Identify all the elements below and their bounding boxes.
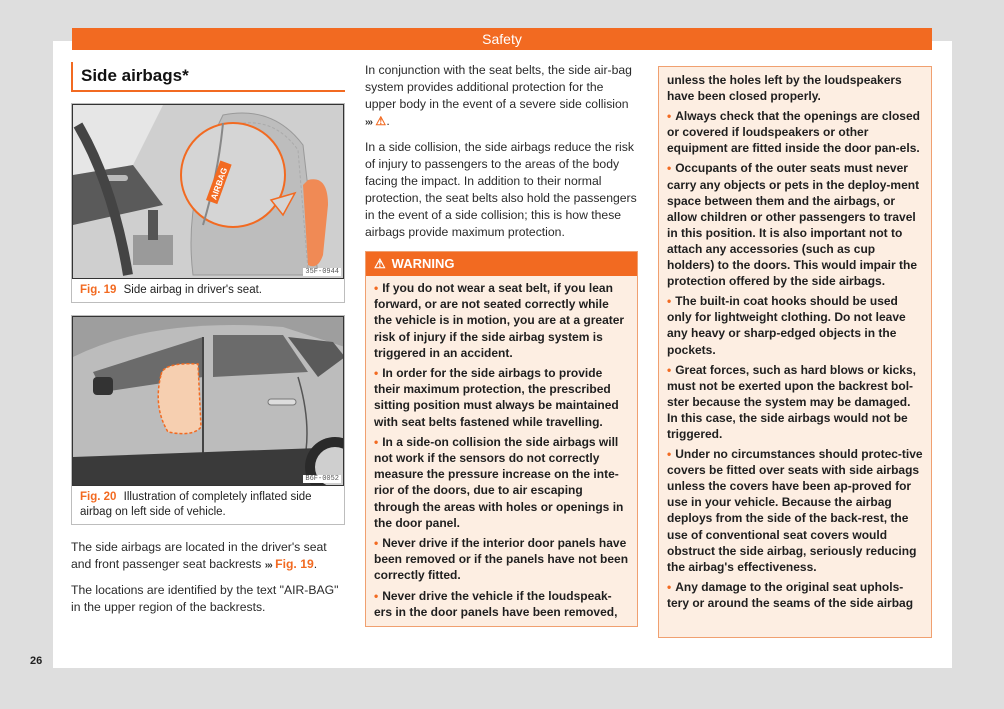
bullet-icon: • [374, 281, 379, 295]
warning-item: • Occupants of the outer seats must never carry any objects or pets in the deploy-ment space between them and the airbags, or allow children or other passengers to travel in this position. It is also important not to attach any accessories (such as cup holders) to the doors. This would impair the protection offered by the side airbags. [667, 161, 920, 289]
image-code: B6F-0052 [305, 475, 339, 483]
warning-header [366, 252, 637, 276]
warning-item: • If you do not wear a seat belt, if you lean forward, or are not seated correctly while the vehicle is in motion, you are at a greater risk of injury if the side airbag system is triggered in an accident. [374, 281, 625, 360]
paragraph: The side airbags are located in the driver's seat and front passenger seat backrests ››› Fig. 19. [71, 540, 327, 571]
bullet-icon: • [374, 366, 379, 381]
caption-text: Illustration of completely inflated side airbag on left side of vehicle. [80, 491, 312, 518]
warning-item: • Always check that the openings are closed or covered if loudspeakers or other equipment are fitted inside the door pan-els. [667, 109, 920, 156]
warning-item: • Never drive the vehicle if the loudspeak-ers in the door panels have been removed, [374, 588, 618, 619]
page-number: 26 [30, 655, 43, 667]
location-text [71, 539, 345, 616]
right-column [658, 66, 932, 638]
warning-item: • Never drive if the interior door panels have been removed or if the panels have not been correctly fitted. [374, 536, 629, 583]
figure-reference-link[interactable]: Fig. 19 [275, 557, 314, 571]
middle-column [365, 62, 638, 627]
seat-airbag-drawing [73, 105, 344, 278]
vehicle-airbag-drawing [73, 317, 344, 485]
warning-item-continued: unless the holes left by the loudspeakers have been closed properly. [667, 73, 902, 104]
figure-number: Fig. 19 [80, 284, 117, 296]
warning-title: WARNING [391, 256, 455, 271]
warning-item: • In order for the side airbags to provide their maximum protection, the prescribed sitting position must always be maintained with seat belts fastened while travelling. [374, 366, 619, 429]
intro-text [365, 62, 638, 241]
warning-triangle-icon: ⚠ [374, 256, 386, 271]
warning-item: • Under no circumstances should protec-tive covers be fitted over seats with side airbags unless the covers have been ap-proved for use in your vehicle. Because the airbag deploys from the side of the back-rest, the use of conventional seat covers would obstruct the side airbag, seriously reducing the airbag's effectiveness. [667, 447, 923, 574]
left-column [71, 62, 345, 624]
bullet-icon: • [667, 161, 672, 176]
section-header: Safety [72, 28, 932, 50]
warning-reference-icon[interactable]: ⚠ [375, 114, 387, 128]
image-code: 35F-0944 [305, 268, 339, 276]
warning-item: • The built-in coat hooks should be used only for lightweight clothing. Do not leave any heavy or sharp-edged objects in the pockets. [667, 294, 906, 357]
warning-item: • Great forces, such as hard blows or kicks, must not be exerted upon the backrest bol-ster because the system may be damaged. In this case, the side airbags would not be triggered. [667, 362, 916, 441]
vehicle-side-illustration [72, 316, 344, 486]
warning-list [366, 276, 637, 626]
reference-arrows-icon: ››› [365, 117, 372, 128]
figure-20 [71, 315, 345, 525]
svg-text:AIRBAG: AIRBAG [208, 166, 230, 202]
figure-number: Fig. 20 [80, 491, 117, 503]
bullet-icon: • [374, 588, 379, 603]
caption-text: Side airbag in driver's seat. [123, 284, 262, 296]
bullet-icon: • [374, 536, 379, 551]
warning-box [365, 251, 638, 627]
bullet-icon: • [667, 294, 672, 309]
seat-airbag-illustration [72, 104, 344, 279]
warning-item: • Any damage to the original seat uphols-tery or around the seams of the side airbag [667, 579, 914, 610]
warning-continuation-box [658, 66, 932, 638]
paragraph: In a side collision, the side airbags reduce the risk of injury to passengers to the areas of the body facing the impact. In addition to their normal protection, the seat belts also hold the passengers in the event of a side collision; this is how these airbags provide maximum protection. [365, 140, 637, 239]
bullet-icon: • [667, 579, 672, 594]
figure-caption [72, 486, 344, 524]
figure-19 [71, 103, 345, 303]
figure-caption [72, 279, 344, 302]
bullet-icon: • [667, 447, 672, 462]
bullet-icon: • [667, 362, 672, 377]
warning-item: • In a side-on collision the side airbags will not work if the sensors do not correctly measure the pressure increase on the inte-rior of the doors, due to air escaping through the areas with holes or openings in the door panel. [374, 434, 624, 530]
reference-arrows-icon: ››› [264, 560, 272, 571]
paragraph: The locations are identified by the text "AIR-BAG" in the upper region of the backrests. [71, 583, 339, 614]
bullet-icon: • [374, 434, 379, 449]
page-title: Side airbags* [71, 62, 345, 92]
paragraph: In conjunction with the seat belts, the side air-bag system provides additional protection for the upper body in the event of a severe side collision ››› ⚠. [365, 63, 632, 128]
bullet-icon: • [667, 109, 672, 124]
